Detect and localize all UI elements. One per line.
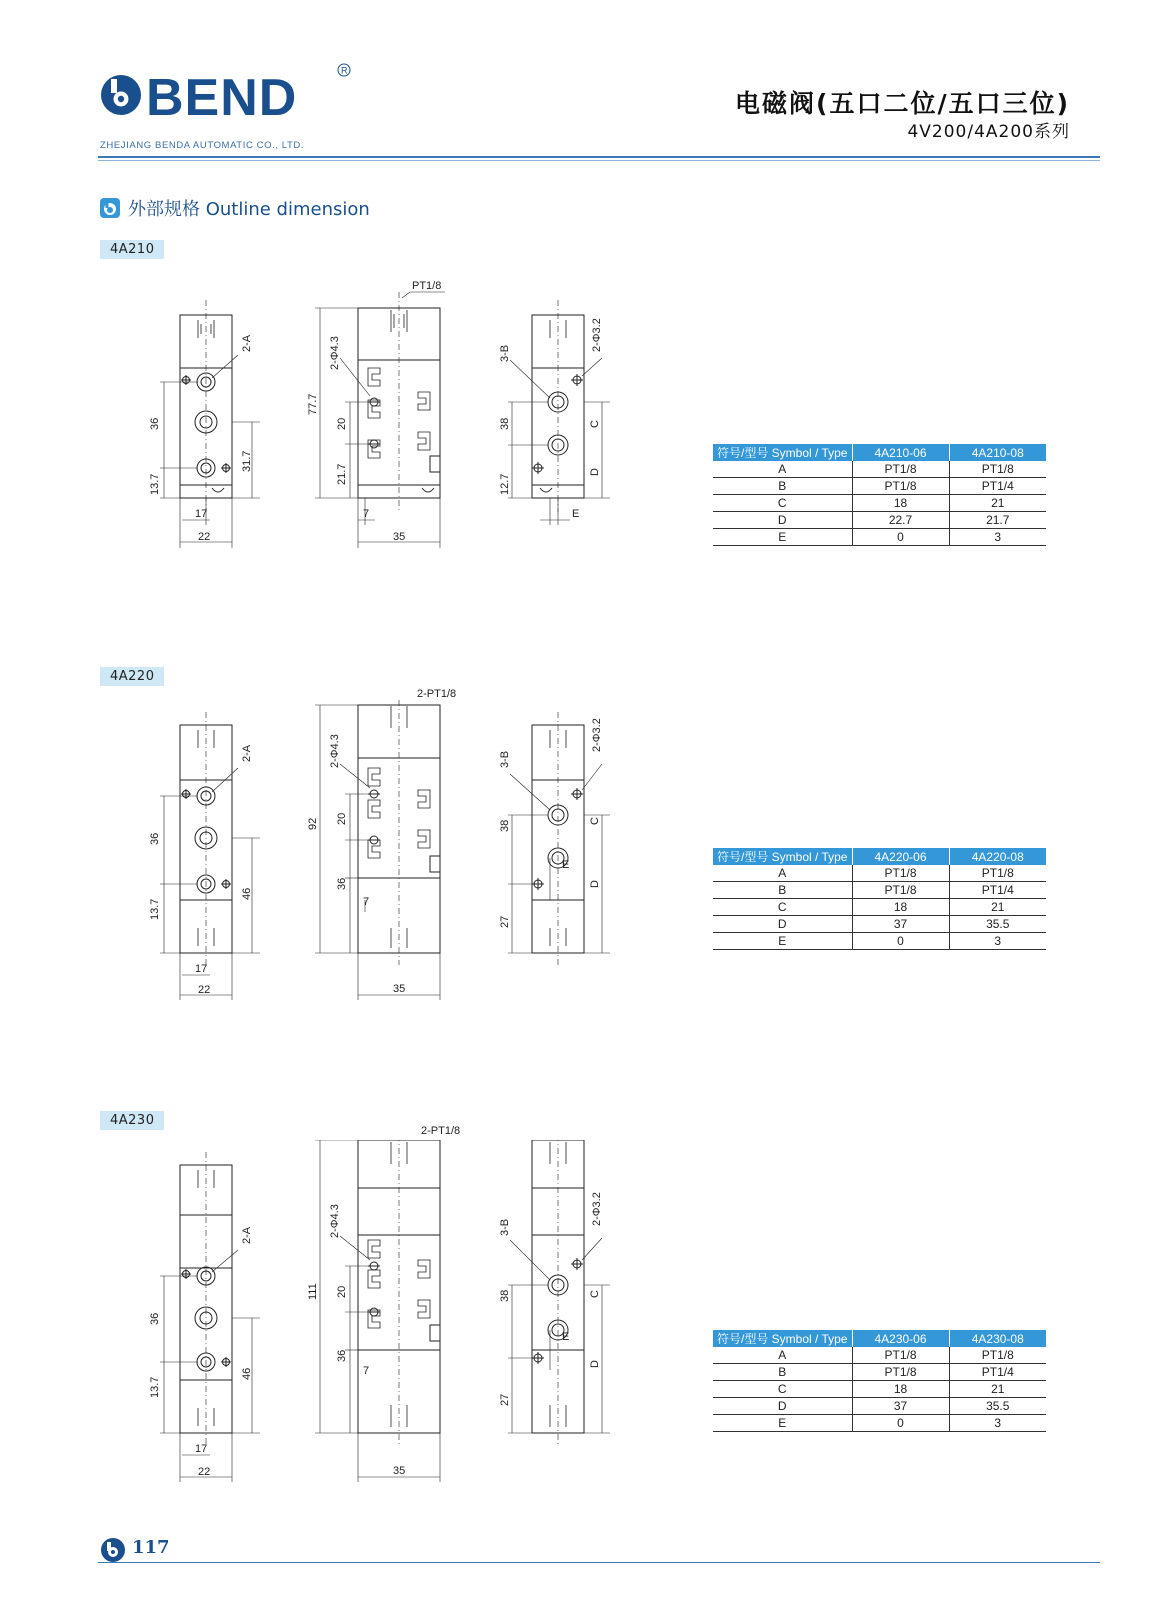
dim-38: 38 (499, 417, 511, 430)
logo-wordmark: BEND (146, 69, 298, 127)
dim-3b: 3-B (499, 344, 511, 362)
table-row (713, 899, 1046, 916)
dim-77-7: 77.7 (307, 393, 319, 415)
cell: PT1/8 (852, 1364, 949, 1381)
cell: PT1/4 (949, 478, 1046, 495)
dim-hole-43: 2-Φ4.3 (329, 336, 341, 370)
drawing-4a210 (140, 280, 660, 570)
cell: A (713, 1347, 852, 1364)
page-number: 117 (132, 1537, 170, 1558)
dim-22: 22 (198, 531, 211, 543)
svg-text:R: R (341, 65, 348, 76)
header-type-06: 4A220-06 (852, 848, 949, 865)
cell: A (713, 865, 852, 882)
dim-36: 36 (149, 417, 161, 430)
dim-36-front: 36 (336, 1349, 348, 1362)
spec-table-4a230 (713, 1330, 1046, 1432)
dim-c: C (589, 1290, 601, 1298)
cell: 18 (852, 899, 949, 916)
table-header-row (713, 444, 1046, 461)
header-symbol-type: 符号/型号 Symbol / Type (713, 1330, 852, 1347)
cell: 0 (852, 1415, 949, 1432)
header-type-06: 4A210-06 (852, 444, 949, 461)
dim-22: 22 (198, 1466, 211, 1478)
cell: PT1/4 (949, 1364, 1046, 1381)
cell: 37 (852, 916, 949, 933)
table-row (713, 512, 1046, 529)
logo-b-circle-icon (101, 75, 141, 115)
dim-31-7: 31.7 (241, 450, 253, 472)
bend-logo (98, 62, 358, 128)
cell: 35.5 (949, 916, 1046, 933)
registered-icon (338, 64, 350, 76)
cell: A (713, 461, 852, 478)
front-view (315, 292, 445, 548)
front-view (315, 1140, 440, 1482)
footer-rule (98, 1562, 1100, 1563)
cell: 21 (949, 1381, 1046, 1398)
cell: PT1/8 (949, 461, 1046, 478)
page-title: 电磁阀(五口二位/五口三位) (735, 89, 1070, 118)
table-row (713, 461, 1046, 478)
cell: 0 (852, 529, 949, 546)
dim-hole-43: 2-Φ4.3 (329, 734, 341, 768)
cell: C (713, 1381, 852, 1398)
section-heading (100, 195, 370, 221)
cell: B (713, 882, 852, 899)
table-row (713, 495, 1046, 512)
dim-20: 20 (336, 1285, 348, 1298)
model-tag-4a230: 4A230 (100, 1111, 164, 1130)
header-type-08: 4A220-08 (949, 848, 1046, 865)
cell: PT1/8 (852, 461, 949, 478)
dim-hole-43: 2-Φ4.3 (329, 1204, 341, 1238)
dim-17: 17 (195, 508, 208, 520)
cell: D (713, 916, 852, 933)
cell: PT1/4 (949, 882, 1046, 899)
dim-c: C (589, 817, 601, 825)
header-symbol-type: 符号/型号 Symbol / Type (713, 444, 852, 461)
cell: PT1/8 (852, 1347, 949, 1364)
cell: E (713, 933, 852, 950)
dim-2a: 2-A (241, 334, 253, 352)
dim-2a: 2-A (241, 744, 253, 762)
cell: PT1/8 (949, 865, 1046, 882)
model-tag-4a220: 4A220 (100, 667, 164, 686)
table-row (713, 1364, 1046, 1381)
cell: 22.7 (852, 512, 949, 529)
dim-92: 92 (307, 817, 319, 830)
table-row (713, 529, 1046, 546)
dim-13-7: 13.7 (149, 898, 161, 920)
cell: 3 (949, 1415, 1046, 1432)
dim-35: 35 (393, 983, 406, 995)
dim-46: 46 (241, 1367, 253, 1380)
cell: 21.7 (949, 512, 1046, 529)
cell: 35.5 (949, 1398, 1046, 1415)
table-row (713, 882, 1046, 899)
section-title: 外部规格 Outline dimension (128, 199, 370, 220)
dim-3b: 3-B (499, 1218, 511, 1236)
spec-table-4a220 (713, 848, 1046, 950)
cell: 21 (949, 899, 1046, 916)
dim-13-7: 13.7 (149, 473, 161, 495)
dim-pt18: PT1/8 (412, 280, 442, 292)
drawing-4a230 (140, 1140, 660, 1485)
header-type-08: 4A210-08 (949, 444, 1046, 461)
dim-36: 36 (149, 832, 161, 845)
cell: 3 (949, 529, 1046, 546)
cell: PT1/8 (852, 882, 949, 899)
dim-22: 22 (198, 984, 211, 996)
dim-e: E (562, 1331, 570, 1343)
table-row (713, 933, 1046, 950)
header-type-06: 4A230-06 (852, 1330, 949, 1347)
header-rule-thin (98, 160, 1100, 161)
dim-20: 20 (336, 812, 348, 825)
header-symbol-type: 符号/型号 Symbol / Type (713, 848, 852, 865)
dim-35: 35 (393, 1465, 406, 1477)
dim-27: 27 (499, 1393, 511, 1406)
cell: PT1/8 (852, 478, 949, 495)
dim-e: E (562, 859, 570, 871)
dim-7: 7 (363, 1365, 370, 1377)
dim-d: D (589, 880, 601, 888)
dim-7: 7 (363, 896, 370, 908)
dim-3b: 3-B (499, 750, 511, 768)
dim-111: 111 (307, 1283, 319, 1300)
dim-38: 38 (499, 1289, 511, 1302)
dim-36-front: 36 (336, 877, 348, 890)
table-row (713, 1347, 1046, 1364)
cell: E (713, 529, 852, 546)
section-bullet-icon (100, 198, 120, 218)
dim-2pt18-220: 2-PT1/8 (417, 688, 457, 700)
page-subtitle: 4V200/4A200系列 (907, 122, 1070, 142)
side-view (160, 1152, 260, 1482)
drawing-4a220 (140, 700, 660, 1005)
cell: 18 (852, 1381, 949, 1398)
dim-20: 20 (336, 417, 348, 430)
table-row (713, 1415, 1046, 1432)
dim-hole-32: 2-Φ3.2 (591, 1192, 603, 1226)
spec-table-4a210 (713, 444, 1046, 546)
table-row (713, 1381, 1046, 1398)
cell: PT1/8 (949, 1347, 1046, 1364)
table-header-row (713, 848, 1046, 865)
dim-c: C (589, 420, 601, 428)
table-row (713, 1398, 1046, 1415)
cell: C (713, 899, 852, 916)
table-row (713, 916, 1046, 933)
dim-2a: 2-A (241, 1226, 253, 1244)
dim-hole-32: 2-Φ3.2 (591, 318, 603, 352)
dim-7: 7 (363, 508, 370, 520)
dim-d: D (589, 468, 601, 476)
cell: B (713, 478, 852, 495)
header-type-08: 4A230-08 (949, 1330, 1046, 1347)
cell: 3 (949, 933, 1046, 950)
dim-35: 35 (393, 531, 406, 543)
cell: 37 (852, 1398, 949, 1415)
dim-21-7: 21.7 (336, 463, 348, 485)
dim-hole-32: 2-Φ3.2 (591, 718, 603, 752)
cell: B (713, 1364, 852, 1381)
dim-13-7: 13.7 (149, 1376, 161, 1398)
footer-logo-icon (100, 1537, 126, 1563)
dim-12-7: 12.7 (499, 473, 511, 495)
dim-38: 38 (499, 819, 511, 832)
header-rule (98, 156, 1100, 158)
cell: C (713, 495, 852, 512)
dim-e: E (572, 508, 580, 520)
dim-d: D (589, 1360, 601, 1368)
dim-36: 36 (149, 1312, 161, 1325)
dim-17: 17 (195, 1443, 208, 1455)
table-row (713, 478, 1046, 495)
cell: D (713, 512, 852, 529)
cell: 0 (852, 933, 949, 950)
cell: 18 (852, 495, 949, 512)
table-row (713, 865, 1046, 882)
cell: D (713, 1398, 852, 1415)
model-tag-4a210: 4A210 (100, 240, 164, 259)
cell: E (713, 1415, 852, 1432)
table-header-row (713, 1330, 1046, 1347)
dim-17: 17 (195, 963, 208, 975)
dim-2pt18-230: 2-PT1/8 (421, 1125, 461, 1137)
cell: 21 (949, 495, 1046, 512)
company-name: ZHEJIANG BENDA AUTOMATIC CO., LTD. (100, 140, 305, 151)
dim-27: 27 (499, 915, 511, 928)
cell: PT1/8 (852, 865, 949, 882)
dim-46: 46 (241, 887, 253, 900)
